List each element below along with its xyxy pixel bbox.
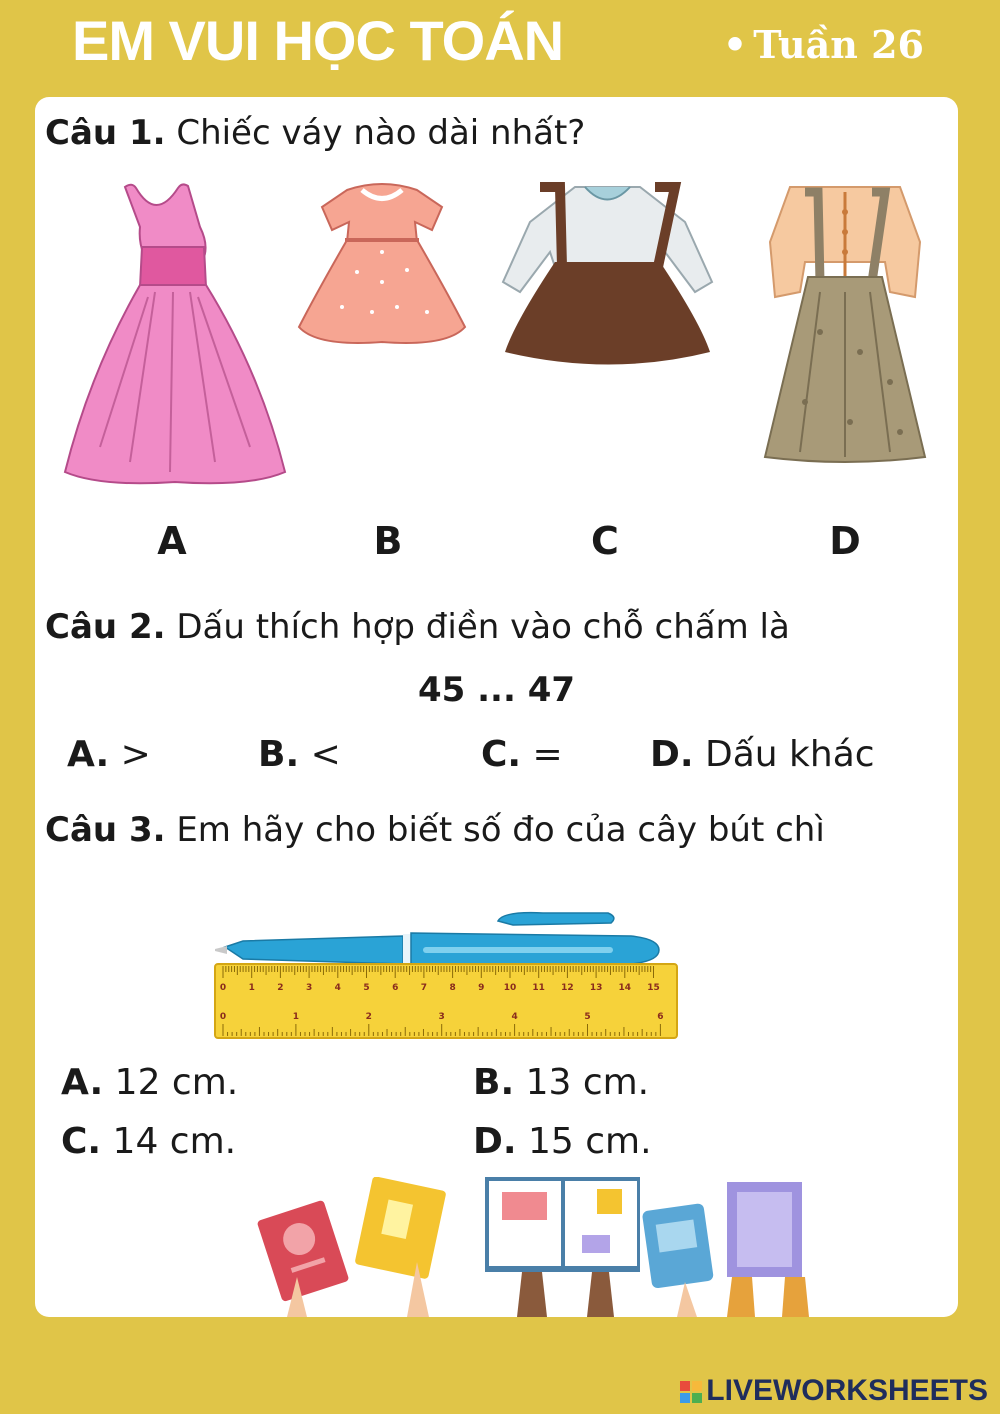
ruler-cm-label: 9 <box>478 983 485 993</box>
ruler-cm-label: 13 <box>589 983 603 993</box>
liveworksheets-logo <box>680 1374 988 1408</box>
q2-option-a-key: A. <box>67 734 110 775</box>
q1-option-c[interactable]: C <box>591 519 619 563</box>
ruler-inch-label: 3 <box>438 1012 445 1022</box>
ruler-cm-label: 12 <box>561 983 574 993</box>
q3-option-c-value: 14 cm. <box>101 1121 237 1162</box>
question-2 <box>45 607 790 647</box>
pen-ruler-illustration <box>213 909 683 1049</box>
ruler-cm-label: 6 <box>392 983 399 993</box>
ruler-cm-label: 11 <box>532 983 545 993</box>
liveworksheets-logo-icon <box>680 1381 702 1403</box>
q3-option-d-key: D. <box>473 1121 517 1162</box>
liveworksheets-brand: LIVEWORKSHEETS <box>706 1374 988 1407</box>
week-text: Tuần 26 <box>753 22 924 67</box>
q2-option-d[interactable] <box>650 734 875 775</box>
week-label <box>723 22 924 67</box>
ruler-cm-label: 14 <box>618 983 632 993</box>
dress-d-image <box>760 182 930 467</box>
q2-option-c[interactable] <box>481 734 563 775</box>
q3-option-d[interactable] <box>473 1121 652 1162</box>
q1-option-b[interactable]: B <box>373 519 403 563</box>
q2-option-b[interactable] <box>258 734 341 775</box>
ruler-cm-label: 3 <box>305 983 313 993</box>
q3-option-d-value: 15 cm. <box>516 1121 652 1162</box>
q2-option-a-value: > <box>109 734 151 775</box>
ruler-cm-label: 8 <box>449 983 456 993</box>
q3-option-c[interactable] <box>61 1121 236 1162</box>
question-2-label: Câu 2. <box>45 607 166 647</box>
ruler-icon <box>215 964 677 1038</box>
dress-a-image <box>60 182 290 492</box>
question-3 <box>45 810 825 850</box>
comparison-expression: 45 ... 47 <box>417 670 576 710</box>
q1-option-a[interactable]: A <box>157 519 187 563</box>
ruler-inch-label: 4 <box>511 1012 518 1022</box>
worksheet-card <box>35 97 958 1317</box>
q3-option-a[interactable] <box>61 1062 238 1103</box>
q2-option-b-key: B. <box>258 734 300 775</box>
ruler-inch-label: 5 <box>584 1012 591 1022</box>
ruler-cm-label: 5 <box>363 983 370 993</box>
q3-option-b-value: 13 cm. <box>514 1062 650 1103</box>
ruler-cm-label: 2 <box>277 983 284 993</box>
pen-icon <box>215 913 659 967</box>
q3-option-b[interactable] <box>473 1062 649 1103</box>
q2-option-c-value: = <box>521 734 563 775</box>
worksheet-title: EM VUI HỌC TOÁN <box>72 9 564 72</box>
q1-option-d[interactable]: D <box>829 519 861 563</box>
ruler-cm-label: 0 <box>219 983 227 993</box>
q3-option-a-value: 12 cm. <box>103 1062 239 1103</box>
week-bullet: • <box>722 22 748 67</box>
ruler-inch-label: 0 <box>219 1012 227 1022</box>
question-1-label: Câu 1. <box>45 113 166 153</box>
question-1-text: Chiếc váy nào dài nhất? <box>165 113 586 153</box>
question-2-text: Dấu thích hợp điền vào chỗ chấm là <box>165 607 790 647</box>
q2-option-c-key: C. <box>481 734 522 775</box>
books-illustration <box>257 1177 817 1317</box>
q2-option-d-value: Dấu khác <box>693 734 875 775</box>
q2-option-b-value: < <box>299 734 341 775</box>
dress-c-image <box>500 182 715 372</box>
ruler-cm-label: 15 <box>647 983 660 993</box>
q3-option-c-key: C. <box>61 1121 102 1162</box>
dress-b-image <box>297 182 467 352</box>
ruler-cm-label: 4 <box>334 983 341 993</box>
q3-option-a-key: A. <box>61 1062 104 1103</box>
question-1 <box>45 113 585 153</box>
question-3-text: Em hãy cho biết số đo của cây bút chì <box>165 810 825 850</box>
ruler-cm-label: 1 <box>248 983 255 993</box>
q2-option-a[interactable] <box>67 734 151 775</box>
ruler-cm-label: 7 <box>420 983 428 993</box>
q3-option-b-key: B. <box>473 1062 515 1103</box>
ruler-cm-label: 10 <box>503 983 517 993</box>
q2-option-d-key: D. <box>650 734 694 775</box>
question-3-label: Câu 3. <box>45 810 166 850</box>
ruler-inch-label: 6 <box>657 1012 664 1022</box>
ruler-inch-label: 2 <box>365 1012 372 1022</box>
ruler-inch-label: 1 <box>292 1012 300 1022</box>
